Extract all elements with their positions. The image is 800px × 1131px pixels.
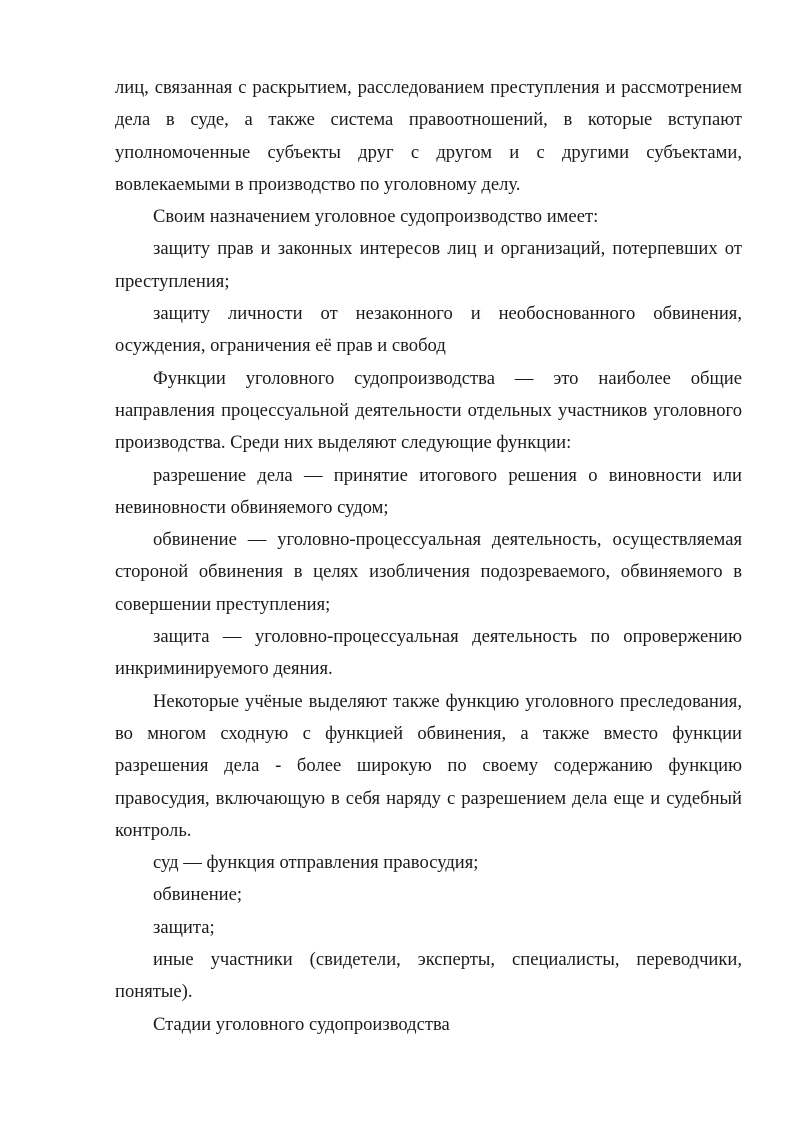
paragraph-purpose-item-1: защиту прав и законных интересов лиц и организаций, потерпевших от преступления; [115,238,742,292]
paragraph-function-prosecution: обвинение — уголовно-процессуальная деятельность, осуществляемая стороной обвинения в целях изобличения подозреваемого, обвиняемого в совершении преступления; [115,529,742,615]
paragraph-scholars-note: Некоторые учёные выделяют также функцию уголовного преследования, во многом сходную с функцией обвинения, а также вместо функции разрешения дела - более широкую по своему содержанию функцию правосудия, включающую в себя наряду с разрешением дела еще и судебный контроль. [115,690,742,841]
paragraph-list-other-participants: иные участники (свидетели, эксперты, специалисты, переводчики, понятые). [115,949,742,1003]
paragraph-function-resolution: разрешение дела — принятие итогового решения о виновности или невиновности обвиняемого судом; [115,464,742,518]
paragraph-function-defense: защита — уголовно-процессуальная деятельность по опровержению инкриминируемого деяния. [115,626,742,680]
paragraph-stages-heading: Стадии уголовного судопроизводства [153,1013,450,1035]
paragraph-purpose-intro: Своим назначением уголовное судопроизводство имеет: [153,206,599,228]
paragraph-list-defense: защита; [153,916,215,938]
paragraph-functions-intro: Функции уголовного судопроизводства — это наиболее общие направления процессуальной деятельности отдельных участников уголовного производства. Среди них выделяют следующие функции: [115,367,742,454]
document-page [115,72,742,1041]
paragraph-list-court: суд — функция отправления правосудия; [153,852,479,874]
paragraph-continuation: лиц, связанная с раскрытием, расследованием преступления и рассмотрением дела в суде, а также система правоотношений, в которые вступают уполномоченные субъекты друг с другом и с другими субъектами, вовлекаемыми в производство по уголовному делу. [115,77,742,195]
paragraph-list-prosecution: обвинение; [153,884,243,906]
paragraph-purpose-item-2: защиту личности от незаконного и необоснованного обвинения, осуждения, ограничения её прав и свобод [115,303,742,357]
